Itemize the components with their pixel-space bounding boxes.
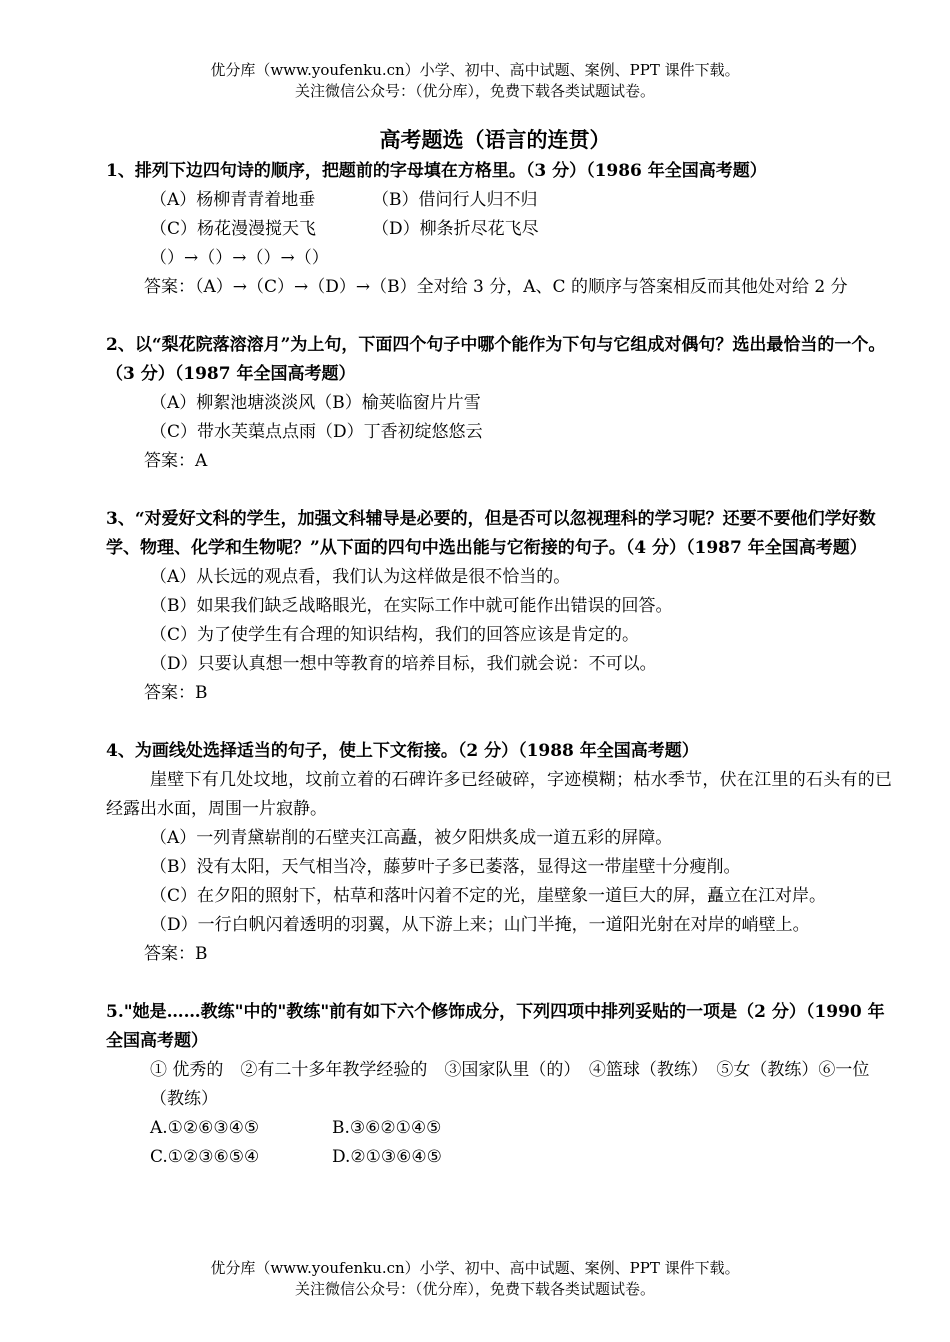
question-3-option-a: （A）从长远的观点看，我们认为这样做是很不恰当的。 <box>150 567 571 587</box>
question-1-options-ab <box>106 186 892 215</box>
document-body <box>106 157 892 1172</box>
question-1-option-b: （B）借问行人归不归 <box>372 190 538 210</box>
question-4-answer: 答案：B <box>144 944 208 964</box>
question-5-option-d: D.②①③⑥④⑤ <box>332 1147 442 1167</box>
header-line-1: 优分库（www.youfenku.cn）小学、初中、高中试题、案例、PPT 课件下载。 <box>210 61 740 79</box>
question-4-option-d: （D）一行白帆闪着透明的羽翼，从下游上来；山门半掩，一道阳光射在对岸的峭壁上。 <box>150 915 810 935</box>
question-1-blanks: （）→（）→（）→（） <box>150 248 329 268</box>
question-3-answer: 答案：B <box>144 683 208 703</box>
question-1-stem: 1、排列下边四句诗的顺序，把题前的字母填在方格里。（3 分）（1986 年全国高考题） <box>106 161 767 181</box>
question-5-option-c: C.①②③⑥⑤④ <box>150 1147 260 1167</box>
question-1 <box>106 157 892 302</box>
question-5 <box>106 998 892 1172</box>
question-1-option-a: （A）杨柳青青着地垂 <box>150 190 316 210</box>
page-footer <box>0 1258 950 1300</box>
question-4 <box>106 737 892 969</box>
question-5-options-cd <box>106 1143 892 1172</box>
question-3-stem: 3、“对爱好文科的学生，加强文科辅导是必要的，但是否可以忽视理科的学习呢？还要不要他们学好数学、物理、化学和生物呢？”从下面的四句中选出能与它衔接的句子。（4 分）（1987 年全国高考题） <box>106 509 876 558</box>
spacer <box>106 708 892 737</box>
question-5-options-ab <box>106 1114 892 1143</box>
question-5-option-b: B.③⑥②①④⑤ <box>332 1118 442 1138</box>
question-3 <box>106 505 892 708</box>
question-2-options-cd: （C）带水芙蕖点点雨（D）丁香初绽悠悠云 <box>150 422 483 442</box>
question-4-option-c: （C）在夕阳的照射下，枯草和落叶闪着不定的光，崖壁象一道巨大的屏，矗立在江对岸。 <box>150 886 827 906</box>
question-5-items: ① 优秀的 ②有二十多年教学经验的 ③国家队里（的） ④篮球（教练） ⑤女（教练）⑥一位（教练） <box>150 1060 870 1109</box>
question-4-option-a: （A）一列青黛崭削的石壁夹江高矗，被夕阳烘炙成一道五彩的屏障。 <box>150 828 673 848</box>
footer-line-2: 关注微信公众号：（优分库），免费下载各类试题试卷。 <box>294 1280 655 1298</box>
page-header <box>0 60 950 102</box>
page-title: 高考题选（语言的连贯） <box>379 127 611 152</box>
question-4-option-b: （B）没有太阳，天气相当冷，藤萝叶子多已萎落，显得这一带崖壁十分瘦削。 <box>150 857 741 877</box>
question-5-option-a: A.①②⑥③④⑤ <box>150 1118 260 1138</box>
question-1-option-d: （D）柳条折尽花飞尽 <box>372 219 539 239</box>
spacer <box>106 476 892 505</box>
question-1-option-c: （C）杨花漫漫搅天飞 <box>150 219 317 239</box>
question-4-stem: 4、为画线处选择适当的句子，使上下文衔接。（2 分）（1988 年全国高考题） <box>106 741 699 761</box>
question-2-options-ab: （A）柳絮池塘淡淡风（B）榆荚临窗片片雪 <box>150 393 481 413</box>
spacer <box>106 302 892 331</box>
spacer <box>106 969 892 998</box>
question-5-stem: 5."她是……教练"中的"教练"前有如下六个修饰成分，下列四项中排列妥贴的一项是（2 分）（1990 年全国高考题） <box>106 1002 885 1051</box>
question-2 <box>106 331 892 476</box>
question-3-option-b: （B）如果我们缺乏战略眼光，在实际工作中就可能作出错误的回答。 <box>150 596 673 616</box>
footer-line-1: 优分库（www.youfenku.cn）小学、初中、高中试题、案例、PPT 课件下载。 <box>210 1259 740 1277</box>
question-2-answer: 答案：A <box>144 451 208 471</box>
question-3-option-c: （C）为了使学生有合理的知识结构，我们的回答应该是肯定的。 <box>150 625 640 645</box>
question-2-stem: 2、以“梨花院落溶溶月”为上句，下面四个句子中哪个能作为下句与它组成对偶句？选出最恰当的一个。（3 分）（1987 年全国高考题） <box>106 335 886 384</box>
question-3-option-d: （D）只要认真想一想中等教育的培养目标，我们就会说：不可以。 <box>150 654 657 674</box>
header-line-2: 关注微信公众号：（优分库），免费下载各类试题试卷。 <box>294 82 655 100</box>
question-1-options-cd <box>106 215 892 244</box>
question-1-answer: 答案：（A）→（C）→（D）→（B）全对给 3 分，A、C 的顺序与答案相反而其他处对给 2 分 <box>144 277 848 297</box>
question-4-passage: 崖壁下有几处坟地，坟前立着的石碑许多已经破碎，字迹模糊；枯水季节，伏在江里的石头有的已经露出水面，周围一片寂静。 <box>106 770 892 819</box>
